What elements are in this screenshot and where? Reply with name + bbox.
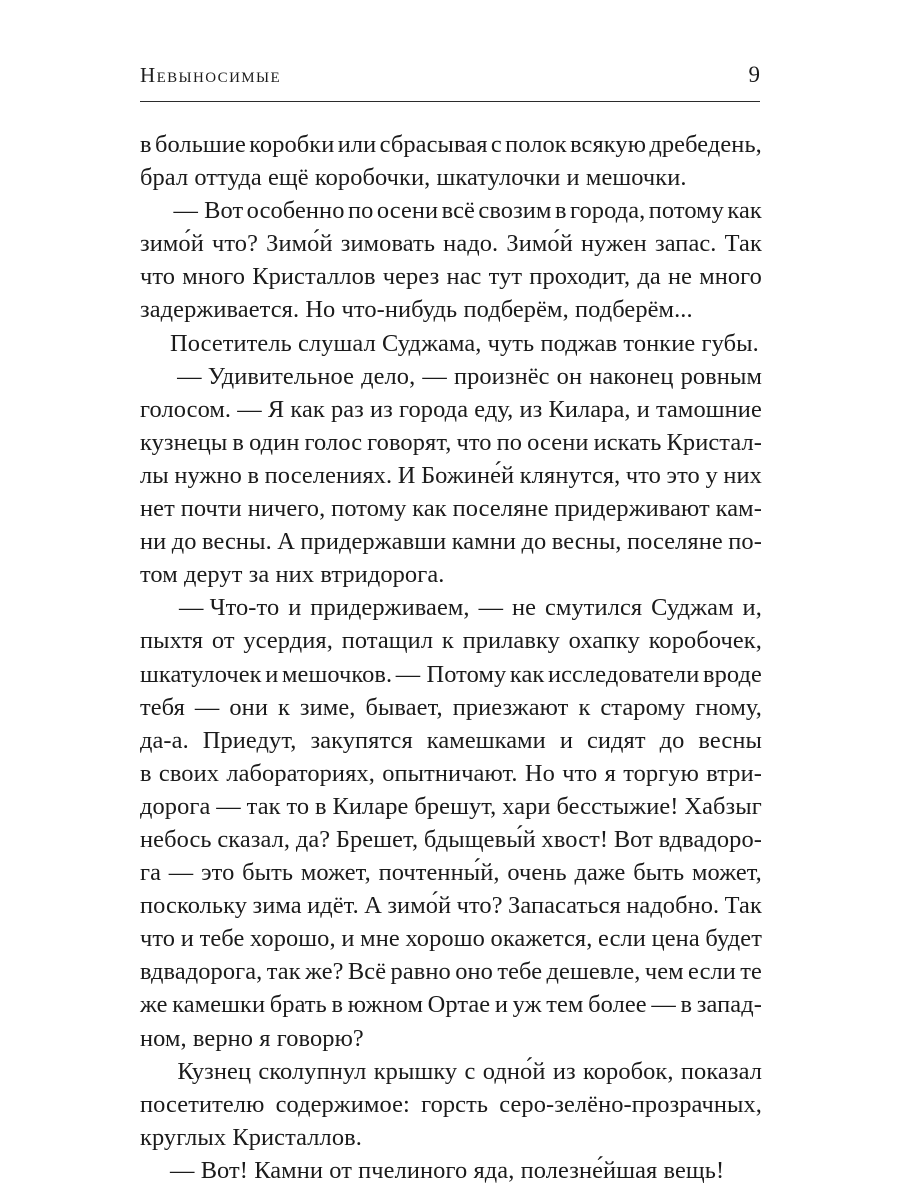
- text-word: одно́й: [482, 1057, 546, 1085]
- text-line: [140, 1055, 762, 1088]
- text-word: проходит,: [529, 263, 631, 291]
- text-word: что: [625, 461, 661, 489]
- text-word: с: [464, 1057, 476, 1085]
- text-word: как: [727, 197, 762, 225]
- text-word: смутился: [545, 594, 643, 622]
- text-word: что: [562, 759, 598, 787]
- text-word: запад-: [696, 991, 762, 1019]
- text-word: может,: [691, 859, 762, 887]
- text-word: и,: [742, 594, 762, 622]
- text-word: хвост!: [541, 825, 609, 853]
- text-word: в: [680, 991, 693, 1019]
- text-word: тут: [488, 263, 523, 291]
- text-word: Кузнец: [177, 1057, 252, 1085]
- text-word: свозим: [478, 197, 552, 225]
- text-word: из: [552, 1057, 576, 1085]
- text-word: быть: [242, 859, 294, 887]
- text-word: сбрасывая: [379, 131, 488, 158]
- text-word: приезжают: [452, 693, 569, 721]
- text-word: —: [422, 362, 447, 390]
- paragraph-indent: [140, 591, 170, 624]
- text-word: дребедень,: [649, 131, 762, 158]
- text-word: придерживаем,: [310, 594, 470, 622]
- text-word: лабораториях,: [226, 759, 375, 787]
- text-word: дорога: [140, 792, 211, 820]
- text-word: Кристаллов: [252, 263, 376, 291]
- text-word: своих: [158, 759, 220, 787]
- text-line: [140, 1022, 762, 1055]
- text-word: надо.: [443, 230, 499, 258]
- text-word: в: [247, 461, 260, 489]
- text-word: как: [509, 660, 545, 688]
- text-line: [140, 360, 762, 393]
- text-word: и: [559, 726, 573, 754]
- text-word: говорят,: [367, 428, 452, 456]
- text-word: — Потому: [395, 660, 507, 688]
- text-line: [140, 790, 762, 823]
- text-word: в: [140, 759, 152, 787]
- text-run: круглых Кристаллов.: [140, 1123, 362, 1151]
- text-word: коробки: [249, 131, 335, 158]
- text-word: по-: [728, 528, 762, 556]
- body-text-block: [140, 128, 762, 1187]
- text-word: поселяне: [626, 528, 723, 556]
- text-word: уж: [512, 991, 542, 1019]
- text-word: города,: [570, 197, 646, 225]
- text-word: как: [290, 395, 325, 423]
- text-word: придерживают: [554, 495, 710, 523]
- text-word: в: [315, 792, 327, 820]
- text-word: почтенны́й,: [378, 859, 500, 887]
- text-word: может,: [300, 859, 371, 887]
- text-line: [140, 558, 762, 591]
- text-word: произнёс: [453, 362, 550, 390]
- paragraph-indent: [140, 194, 170, 227]
- text-word: равно: [390, 958, 451, 986]
- text-word: в: [331, 991, 344, 1019]
- text-word: посетителю: [140, 1090, 265, 1118]
- text-word: да?: [295, 825, 331, 853]
- text-word: Так: [724, 892, 762, 920]
- text-word: то: [286, 792, 310, 820]
- text-word: прилавку: [462, 627, 560, 655]
- text-line: [140, 823, 762, 856]
- text-word: нет: [140, 495, 175, 523]
- text-word: небось: [140, 825, 212, 853]
- text-word: поселяне: [452, 495, 549, 523]
- text-word: так: [266, 958, 301, 986]
- text-word: у: [705, 461, 718, 489]
- text-word: даже: [574, 859, 626, 887]
- text-word: мешочков.: [281, 660, 393, 688]
- text-word: зимо́й: [140, 230, 204, 258]
- text-word: до: [171, 528, 197, 556]
- text-word: это: [666, 461, 700, 489]
- text-word: —: [478, 594, 504, 622]
- text-line: [140, 955, 762, 988]
- text-line: [140, 260, 762, 293]
- text-word: осени: [376, 197, 439, 225]
- text-line: [140, 293, 762, 326]
- text-word: и: [180, 925, 194, 953]
- text-word: через: [382, 263, 440, 291]
- text-word: я: [604, 759, 616, 787]
- text-word: много: [182, 263, 246, 291]
- text-line: [140, 1154, 762, 1187]
- text-word: искать: [593, 428, 662, 456]
- text-word: Божине́й: [421, 461, 515, 489]
- text-word: Килара,: [548, 395, 631, 423]
- text-word: кам-: [715, 495, 762, 523]
- text-line: [140, 393, 762, 426]
- text-word: —: [168, 859, 194, 887]
- text-word: если: [688, 958, 736, 986]
- text-word: в: [554, 197, 567, 225]
- text-word: быть: [633, 859, 685, 887]
- text-word: и: [288, 594, 302, 622]
- text-line: [140, 856, 762, 889]
- text-word: почти: [180, 495, 242, 523]
- text-word: же: [140, 991, 168, 1019]
- text-word: нужно: [174, 461, 242, 489]
- text-line: [140, 227, 762, 260]
- text-word: брать: [269, 991, 327, 1019]
- text-word: — Удивительное: [177, 362, 354, 390]
- text-word: много: [699, 263, 762, 291]
- text-line: [140, 724, 762, 757]
- text-line: [140, 889, 762, 922]
- text-word: если: [598, 925, 646, 953]
- text-word: что?: [212, 230, 259, 258]
- text-word: поскольку: [140, 892, 248, 920]
- text-word: сколупнул: [258, 1057, 367, 1085]
- text-word: да: [637, 263, 661, 291]
- text-word: Зимо́й: [506, 230, 573, 258]
- text-word: зиме,: [299, 693, 356, 721]
- text-word: очень: [507, 859, 567, 887]
- text-word: брешут,: [414, 792, 497, 820]
- paragraph-indent: [140, 1055, 170, 1088]
- text-word: надобно.: [626, 892, 720, 920]
- text-word: — Я: [237, 395, 285, 423]
- text-word: голос: [304, 428, 363, 456]
- text-word: — Что-то: [178, 594, 280, 622]
- text-word: дешевле,: [546, 958, 641, 986]
- text-word: всё: [441, 197, 475, 225]
- text-word: вроде: [702, 660, 762, 688]
- text-word: Так: [724, 230, 762, 258]
- text-word: с: [490, 131, 502, 158]
- text-run: том дерут за них втридорога.: [140, 561, 445, 589]
- text-word: поселениях.: [264, 461, 393, 489]
- text-word: голосом.: [140, 395, 232, 423]
- text-word: камешками: [426, 726, 546, 754]
- text-word: или: [337, 131, 377, 158]
- text-line: [140, 327, 762, 360]
- text-word: как: [412, 495, 447, 523]
- text-word: это: [201, 859, 235, 887]
- text-line: [140, 1088, 762, 1121]
- text-word: те: [740, 958, 762, 986]
- paragraph-indent: [140, 360, 170, 393]
- running-head-title: Невыносимые: [140, 63, 282, 87]
- text-word: ничего,: [247, 495, 326, 523]
- text-word: них: [723, 461, 762, 489]
- text-run: ном, верно я говорю?: [140, 1024, 364, 1052]
- text-word: по: [496, 428, 523, 456]
- text-word: хорошо,: [250, 925, 336, 953]
- text-word: к: [277, 693, 290, 721]
- text-word: га: [140, 859, 162, 887]
- text-word: потому: [331, 495, 407, 523]
- text-word: оно: [455, 958, 493, 986]
- text-word: один: [249, 428, 300, 456]
- text-word: А: [277, 528, 295, 556]
- text-word: окажется,: [490, 925, 593, 953]
- text-word: сказал,: [217, 825, 291, 853]
- text-word: и: [265, 660, 279, 688]
- text-word: Всё: [347, 958, 387, 986]
- text-run: Посетитель слушал Суджама, чуть поджав тонкие губы.: [170, 329, 759, 357]
- text-word: гному,: [695, 693, 762, 721]
- text-word: что?: [456, 892, 503, 920]
- text-word: особенно: [246, 197, 345, 225]
- text-word: И: [397, 461, 416, 489]
- text-word: лы: [140, 461, 169, 489]
- text-word: будет: [705, 925, 762, 953]
- text-word: сидят: [586, 726, 646, 754]
- text-word: из: [519, 395, 543, 423]
- text-line: [140, 988, 762, 1021]
- text-word: зима: [252, 892, 302, 920]
- text-word: серо-зелёно-прозрачных,: [499, 1090, 762, 1118]
- text-run: — Вот! Камни от пчелиного яда, полезне́йшая вещь!: [170, 1156, 725, 1184]
- text-word: коробок,: [583, 1057, 674, 1085]
- text-word: Запасаться: [508, 892, 621, 920]
- text-word: камешки: [172, 991, 266, 1019]
- text-word: не: [512, 594, 537, 622]
- text-word: Вот: [613, 825, 653, 853]
- text-word: хорошо: [405, 925, 485, 953]
- text-word: —: [651, 991, 676, 1019]
- text-line: [140, 658, 762, 691]
- text-word: исследователи: [547, 660, 700, 688]
- text-word: города: [399, 395, 469, 423]
- text-word: бывает,: [365, 693, 443, 721]
- text-word: тебе: [199, 925, 245, 953]
- text-word: да-а.: [140, 726, 189, 754]
- text-line: [140, 161, 762, 194]
- text-word: из: [370, 395, 393, 423]
- text-word: запас.: [654, 230, 717, 258]
- text-word: чем: [644, 958, 684, 986]
- text-word: — Вот: [173, 197, 244, 225]
- text-line: [140, 525, 762, 558]
- text-word: клянутся,: [519, 461, 621, 489]
- text-word: южном: [347, 991, 423, 1019]
- text-word: Суджам: [651, 594, 734, 622]
- text-word: ровным: [680, 362, 762, 390]
- text-word: цена: [651, 925, 700, 953]
- text-word: тебя: [140, 693, 185, 721]
- text-word: камни: [451, 528, 517, 556]
- text-word: большие: [154, 131, 246, 158]
- text-line: [140, 128, 762, 161]
- text-word: не: [667, 263, 693, 291]
- text-word: так: [246, 792, 281, 820]
- text-word: крышку: [373, 1057, 458, 1085]
- text-word: торгую: [623, 759, 699, 787]
- text-word: полок: [505, 131, 567, 158]
- text-word: весны: [698, 726, 762, 754]
- text-word: содержимое:: [275, 1090, 410, 1118]
- text-word: до: [521, 528, 547, 556]
- text-word: более: [588, 991, 647, 1019]
- text-word: коробочек,: [648, 627, 762, 655]
- text-word: тем: [546, 991, 584, 1019]
- text-word: нас: [446, 263, 482, 291]
- text-word: до: [659, 726, 685, 754]
- text-word: потому: [648, 197, 724, 225]
- text-word: шкатулочек: [140, 660, 262, 688]
- text-word: к: [578, 693, 591, 721]
- text-word: —: [194, 693, 220, 721]
- running-head: [140, 62, 760, 88]
- text-word: хари: [502, 792, 551, 820]
- text-word: Ортае: [427, 991, 491, 1019]
- text-word: от: [211, 627, 235, 655]
- text-word: А: [364, 892, 382, 920]
- text-word: идёт.: [307, 892, 359, 920]
- text-word: Зимо́й: [266, 230, 333, 258]
- text-line: [140, 1121, 762, 1154]
- text-line: [140, 194, 762, 227]
- text-word: старому: [600, 693, 686, 721]
- text-word: горсть: [421, 1090, 489, 1118]
- text-word: по: [347, 197, 374, 225]
- text-word: осени: [527, 428, 589, 456]
- text-word: усердия,: [243, 627, 333, 655]
- text-word: зимовать: [340, 230, 436, 258]
- text-word: мне: [360, 925, 400, 953]
- text-word: раз: [330, 395, 364, 423]
- text-line: [140, 624, 762, 657]
- text-word: закупятся: [310, 726, 413, 754]
- text-word: Кристал-: [666, 428, 762, 456]
- text-word: опытничают.: [382, 759, 518, 787]
- text-word: ни: [140, 528, 167, 556]
- text-word: в: [140, 131, 152, 158]
- text-word: наконец: [589, 362, 674, 390]
- text-word: бдыщевы́й: [423, 825, 536, 853]
- text-word: всякую: [570, 131, 647, 158]
- text-word: же?: [305, 958, 344, 986]
- page-number: 9: [748, 62, 760, 87]
- text-word: Но: [524, 759, 555, 787]
- text-line: [140, 492, 762, 525]
- text-word: в: [232, 428, 245, 456]
- text-line: [140, 691, 762, 724]
- text-word: показал: [680, 1057, 762, 1085]
- text-word: Киларе: [332, 792, 409, 820]
- text-word: весны,: [551, 528, 622, 556]
- text-word: зимо́й: [387, 892, 452, 920]
- text-word: что: [140, 263, 176, 291]
- text-word: и: [341, 925, 355, 953]
- text-word: и: [494, 991, 509, 1019]
- text-word: тамошние: [655, 395, 762, 423]
- text-word: тебе: [497, 958, 543, 986]
- text-word: весны.: [202, 528, 272, 556]
- text-word: —: [216, 792, 241, 820]
- text-word: кузнецы: [140, 428, 228, 456]
- text-word: вдвадорога,: [140, 958, 263, 986]
- text-line: [140, 459, 762, 492]
- text-line: [140, 922, 762, 955]
- text-word: что: [456, 428, 492, 456]
- text-word: нужен: [580, 230, 647, 258]
- text-run: брал оттуда ещё коробочки, шкатулочки и мешочки.: [140, 164, 687, 192]
- text-word: дело,: [361, 362, 416, 390]
- text-run: задерживается. Но что-нибудь подберём, подберём...: [140, 296, 693, 324]
- header-rule: [140, 101, 760, 102]
- text-word: он: [556, 362, 583, 390]
- text-word: еду,: [474, 395, 514, 423]
- text-word: придержавши: [300, 528, 447, 556]
- text-word: они: [229, 693, 268, 721]
- text-word: втри-: [706, 759, 762, 787]
- text-line: [140, 426, 762, 459]
- text-word: Брешет,: [335, 825, 419, 853]
- text-word: потащил: [341, 627, 434, 655]
- text-word: пыхтя: [140, 627, 204, 655]
- text-word: Приедут,: [202, 726, 297, 754]
- text-word: бесстыжие!: [556, 792, 679, 820]
- text-word: охапку: [568, 627, 640, 655]
- text-word: и: [636, 395, 650, 423]
- text-word: вдвадоро-: [658, 825, 762, 853]
- text-line: [140, 591, 762, 624]
- text-line: [140, 757, 762, 790]
- text-word: к: [441, 627, 454, 655]
- text-word: Хабзыг: [684, 792, 762, 820]
- text-word: что: [140, 925, 176, 953]
